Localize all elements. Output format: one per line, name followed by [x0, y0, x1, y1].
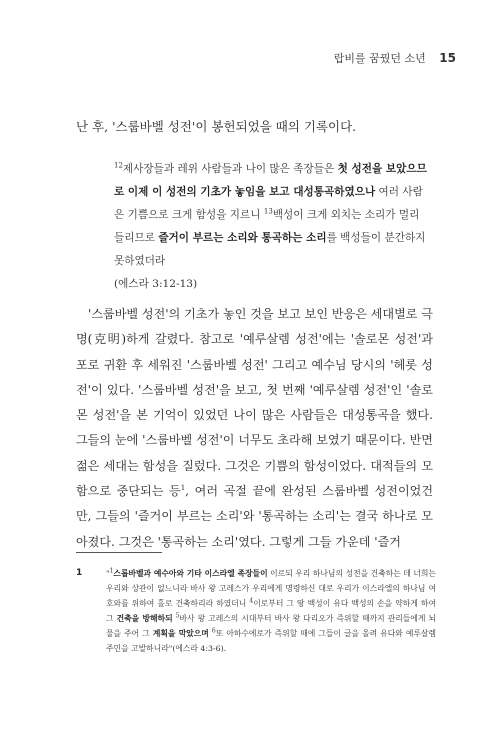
footnote-text: "$^1$스룹바벨과 예수아와 기타 이스라엘 족장들이 이르되 우리 하나님의 성전을 건축하는 데 너희는 우리와 상관이 없느니라 바사 왕 고레스가 우리에게 명령하신 대로 우리가 이스라엘의 하나님 여호와를 위하여 홀로 건축하리라 하였더니 $^4$이로부터 그 땅 백성이 유다 백성의 손을 약하게 하여 그 건축을 방해하되 $^5$바사 왕 고레스의 시대부터 바사 왕 다리오가 즉위할 때까지 관리들에게 뇌물을 주어 그 계획을 막았으며 $^6$또 아하수에로가 즉위할 때에 그들이 글을 올려 유다와 예루살렘 주민을 고발하니라"(에스라 4:3-6).	[106, 567, 437, 653]
body-text: '스룹바벨 성전'의 기초가 놓인 것을 보고 보인 반응은 세대별로 극명(克明)하게 갈렸다. 참고로 '예루살렘 성전'에는 '솔로몬 성전'과 포로 귀환 후 세워진 '스룹바벨 성전' 그리고 예수님 당시의 '헤롯 성전'이 있다. '스룹바벨 성전'을 보고, 첫 번째 '예루살렘 성전'인 '솔로몬 성전'을 본 기억이 있었던 나이 많은 사람들은 대성통곡을 했다. 그들의 눈에 '스룹바벨 성전'이 너무도 초라해 보였기 때문이다. 반면 젊은 세대는 함성을 질렀다. 그것은 기쁨의 함성이었다. 대적들의 모함으로 중단되는 등	[76, 307, 433, 499]
footnote-reference: 1	[180, 484, 186, 493]
book-title: 랍비를 꿈꿨던 소년	[333, 52, 426, 65]
verse-number: 5	[175, 612, 180, 620]
verse-number: 1	[109, 567, 114, 575]
body-paragraph	[76, 302, 433, 555]
footnote-span: 바사 왕 고레스의 시대부터 바사 왕 다리오가 즉위할 때까지 관리들에게 뇌물을 주어 그	[106, 614, 436, 638]
quote-text: 를 백성들이 분간하지 못하였더라	[114, 232, 426, 267]
quote-text: 여러 사람은 기쁨으로 크게 함성을 지르니	[114, 186, 423, 221]
quote-reference: (에스라 3:12-13)	[114, 278, 198, 290]
scripture-quote	[114, 158, 429, 296]
footnote-span: 또 아하수에로가 즉위할 때에 그들이 글을 올려 유다와 예루살렘 주민을 고발하니라"(에스라 4:3-6).	[106, 629, 437, 653]
footnote-emphasis: 스룹바벨과 예수아와 기타 이스라엘 족장들이	[113, 569, 268, 578]
footnote-span: 이로부터 그 땅 백성이 유다 백성의 손을 약하게 하여 그	[106, 599, 436, 623]
quote-text: 백성이 크게 외치는 소리가 멀리 들리므로	[114, 209, 420, 244]
verse-number: 12	[114, 161, 123, 170]
page-number: 15	[439, 51, 456, 65]
footnote-span: 이르되 우리 하나님의 성전을 건축하는 데 너희는 우리와 상관이 없느니라 바사 왕 고레스가 우리에게 명령하신 대로 우리가 이스라엘의 하나님 여호와를 위하여 홀로 건축하리라 하였더니	[106, 569, 436, 608]
body-text: , 여러 곡절 끝에 완성된 스룹바벨 성전이었건만, 그들의 '즐거이 부르는 소리'와 '통곡하는 소리'는 결국 하나로 모아졌다. 그것은 '통곡하는 소리'였다. 그렇게 그들 가운데 '즐거	[76, 484, 433, 549]
running-header	[334, 50, 456, 66]
verse-number: 4	[249, 597, 254, 605]
quote-text: 제사장들과 레위 사람들과 나이 많은 족장들은	[122, 163, 338, 175]
verse-number: 13	[263, 207, 273, 216]
quote-emphasis: 첫 성전을 보았으므로 이제 이 성전의 기초가 놓임을 보고 대성통곡하였으나	[114, 163, 427, 198]
footnote-emphasis: 건축을 방해하되	[116, 614, 173, 623]
footnote-emphasis: 계획을 막았으며	[152, 629, 209, 638]
footnote-marker: 1	[76, 568, 83, 578]
paragraph-intro: 난 후, '스룹바벨 성전'이 봉헌되었을 때의 기록이다.	[76, 119, 357, 134]
footnote-divider	[76, 552, 162, 553]
verse-number: 6	[211, 627, 216, 635]
quote-emphasis: 즐거이 부르는 소리와 통곡하는 소리	[158, 232, 327, 244]
